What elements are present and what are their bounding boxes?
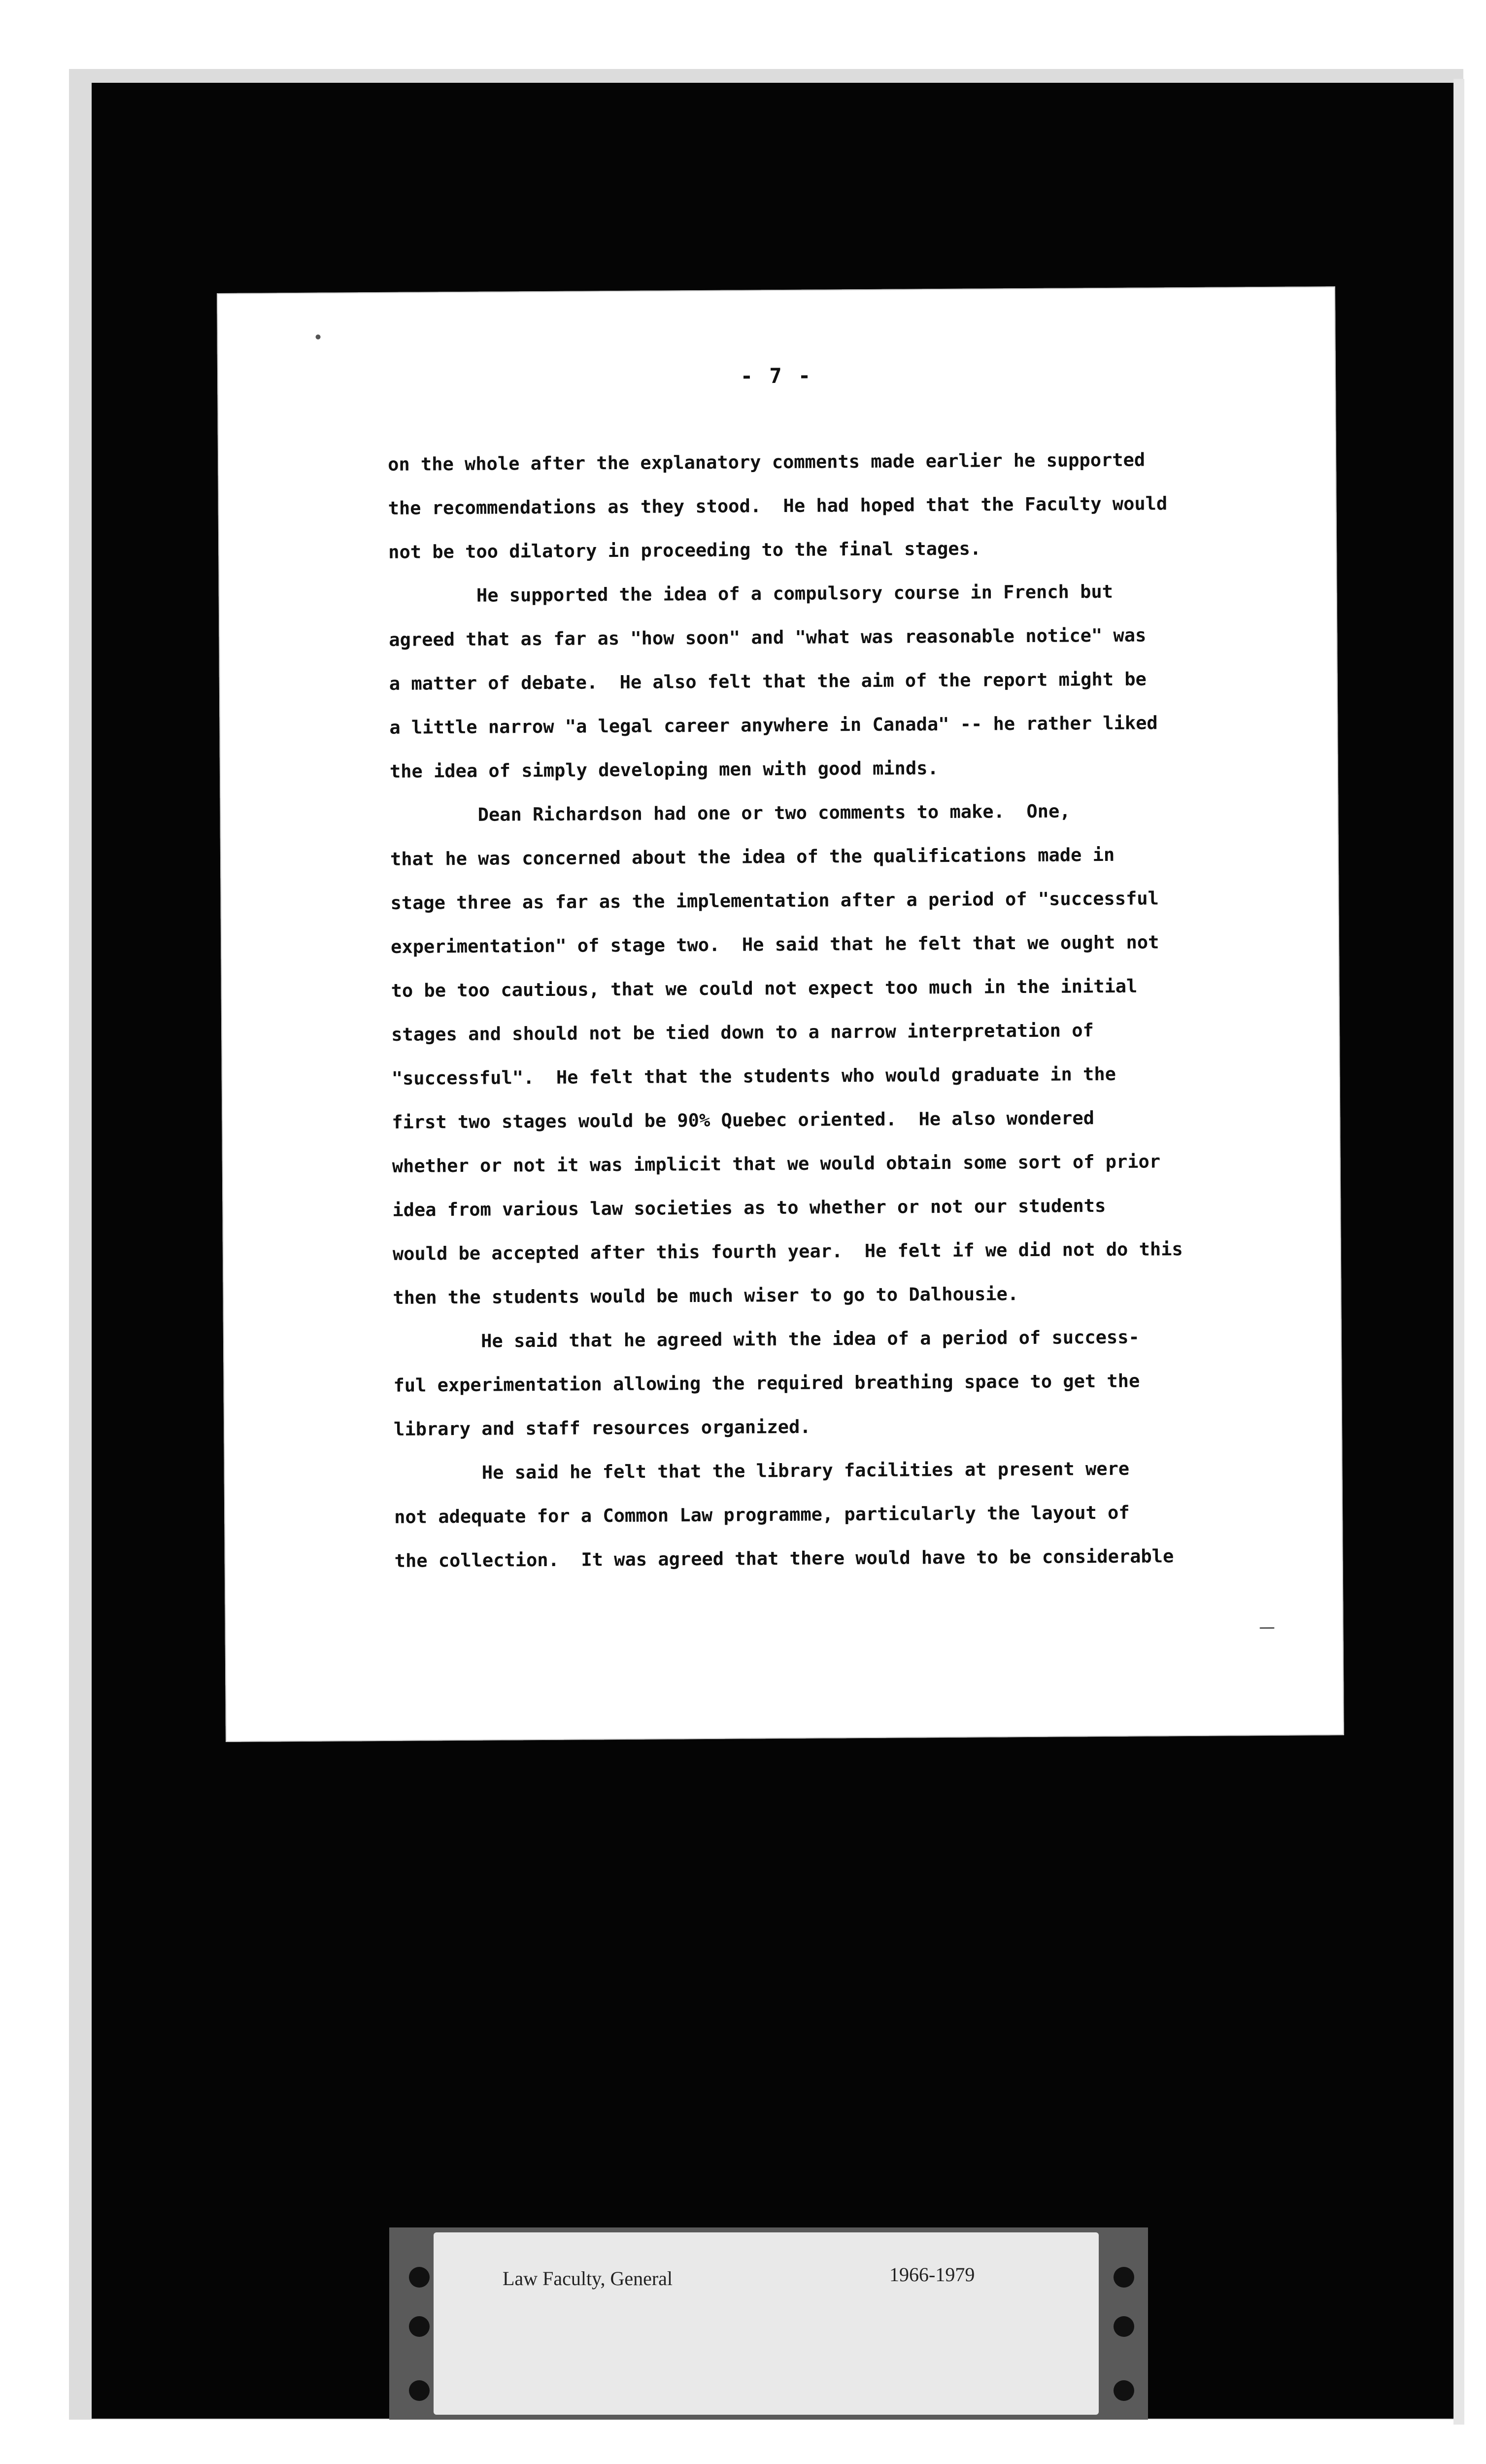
film-perforation-icon: [409, 2316, 430, 2337]
text-line: on the whole after the explanatory comments made earlier he supported: [387, 449, 1146, 475]
text-line: the idea of simply developing men with good minds.: [389, 757, 939, 782]
dust-speck: [1260, 1627, 1275, 1629]
dust-speck: [316, 335, 321, 340]
text-line: whether or not it was implicit that we would obtain some sort of prior: [392, 1151, 1161, 1177]
text-line: stages and should not be tied down to a narrow interpretation of: [391, 1020, 1094, 1045]
document-page: [217, 286, 1344, 1742]
page-number: - 7 -: [740, 363, 813, 388]
film-perforation-icon: [1114, 2316, 1134, 2337]
text-line: the recommendations as they stood. He had hoped that the Faculty would: [388, 493, 1168, 519]
text-line: a matter of debate. He also felt that the aim of the report might be: [389, 668, 1147, 694]
text-line: He said that he agreed with the idea of a period of success-: [393, 1326, 1140, 1352]
text-line: not adequate for a Common Law programme, particularly the layout of: [394, 1502, 1130, 1528]
text-line: stage three as far as the implementation after a period of "successful: [390, 888, 1159, 914]
text-line: that he was concerned about the idea of the qualifications made in: [390, 844, 1115, 870]
document-body: [388, 438, 1183, 1583]
text-line: library and staff resources organized.: [393, 1416, 811, 1440]
text-line: first two stages would be 90% Quebec oriented. He also wondered: [392, 1107, 1095, 1133]
archive-label: [434, 2232, 1099, 2415]
film-edge-strip: [1453, 79, 1464, 2425]
text-line: "successful". He felt that the students who would graduate in the: [391, 1063, 1116, 1089]
text-line: to be too cautious, that we could not expect too much in the initial: [391, 975, 1138, 1001]
text-line: the collection. It was agreed that there would have to be considerable: [394, 1545, 1174, 1572]
text-line: ful experimentation allowing the required breathing space to get the: [393, 1370, 1140, 1396]
text-line: Dean Richardson had one or two comments to make. One,: [390, 800, 1071, 826]
text-line: agreed that as far as "how soon" and "what was reasonable notice" was: [389, 624, 1147, 650]
text-line: then the students would be much wiser to go to Dalhousie.: [393, 1283, 1019, 1308]
film-perforation-icon: [409, 2267, 430, 2288]
text-line: idea from various law societies as to whether or not our students: [392, 1195, 1106, 1221]
archive-label-title: Law Faculty, General: [503, 2267, 673, 2290]
text-line: a little narrow "a legal career anywhere in Canada" -- he rather liked: [389, 712, 1158, 738]
text-line: He said he felt that the library facilities at present were: [394, 1458, 1130, 1484]
text-line: experimentation" of stage two. He said that he felt that we ought not: [390, 931, 1159, 958]
film-perforation-icon: [409, 2380, 430, 2401]
film-perforation-icon: [1114, 2380, 1134, 2401]
text-line: not be too dilatory in proceeding to the final stages.: [388, 538, 981, 563]
archive-label-years: 1966-1979: [889, 2263, 975, 2286]
film-perforation-icon: [1114, 2267, 1134, 2288]
text-line: would be accepted after this fourth year. He felt if we did not do this: [392, 1238, 1183, 1265]
text-line: He supported the idea of a compulsory course in French but: [388, 581, 1114, 607]
